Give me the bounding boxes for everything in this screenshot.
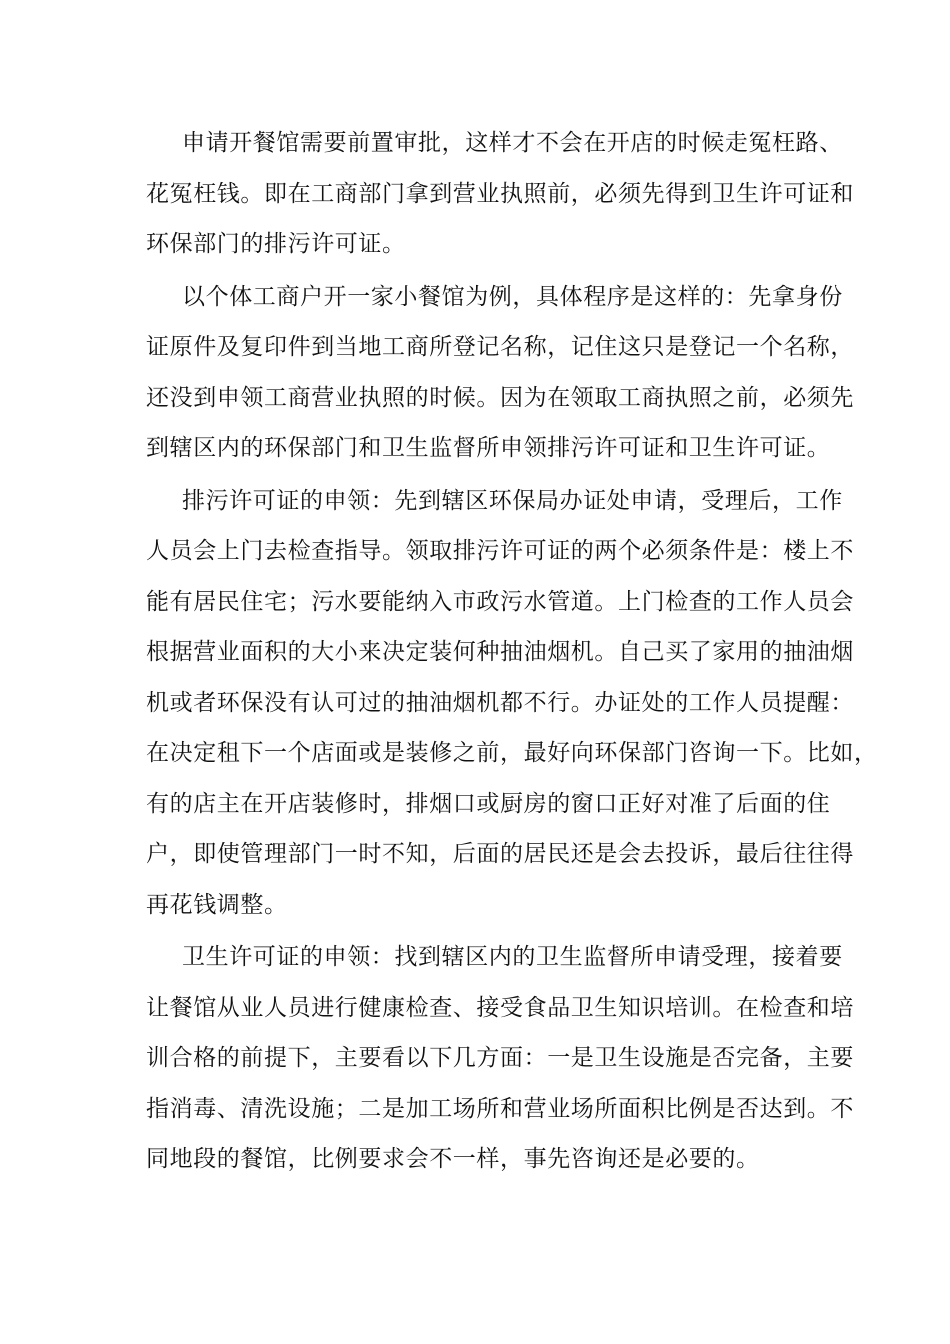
paragraph-4 [146,932,854,1185]
document-body [146,118,878,1187]
text-line: 同地段的餐馆，比例要求会不一样，事先咨询还是必要的。 [146,1146,760,1172]
text-line: 训合格的前提下，主要看以下几方面：一是卫生设施是否完备，主要 [146,1045,854,1071]
paragraph-2 [146,272,854,474]
paragraph-3 [146,476,878,931]
text-line: 环保部门的排污许可证。 [146,231,406,257]
text-line: 卫生许可证的申领：找到辖区内的卫生监督所申请受理，接着要 [182,944,843,970]
text-line: 再花钱调整。 [146,891,288,918]
text-line: 根据营业面积的大小来决定装何种抽油烟机。自己买了家用的抽油烟 [146,639,854,665]
text-line: 让餐馆从业人员进行健康检查、接受食品卫生知识培训。在检查和培 [146,994,854,1021]
text-line: 机或者环保没有认可过的抽油烟机都不行。办证处的工作人员提醒： [146,689,854,716]
paragraph-1 [146,118,854,270]
text-line: 有的店主在开店装修时，排烟口或厨房的窗口正好对准了后面的住 [146,790,831,817]
text-line: 证原件及复印件到当地工商所登记名称，记住这只是登记一个名称， [146,334,854,360]
text-line: 还没到申领工商营业执照的时候。因为在领取工商执照之前，必须先 [146,384,854,411]
text-line: 人员会上门去检查指导。领取排污许可证的两个必须条件是：楼上不 [146,538,854,564]
text-line: 到辖区内的环保部门和卫生监督所申领排污许可证和卫生许可证。 [146,435,831,461]
text-line: 以个体工商户开一家小餐馆为例，具体程序是这样的：先拿身份 [182,283,843,310]
text-line: 排污许可证的申领：先到辖区环保局办证处申请，受理后，工作 [182,487,843,514]
text-line: 指消毒、清洗设施；二是加工场所和营业场所面积比例是否达到。不 [146,1095,854,1122]
text-line: 在决定租下一个店面或是装修之前，最好向环保部门咨询一下。比如， [146,740,878,766]
text-line: 花冤枉钱。即在工商部门拿到营业执照前，必须先得到卫生许可证和 [146,180,854,207]
text-line: 申请开餐馆需要前置审批，这样才不会在开店的时候走冤枉路、 [182,130,843,156]
text-line: 户，即使管理部门一时不知，后面的居民还是会去投诉，最后往往得 [146,841,854,867]
text-line: 能有居民住宅；污水要能纳入市政污水管道。上门检查的工作人员会 [146,588,854,615]
